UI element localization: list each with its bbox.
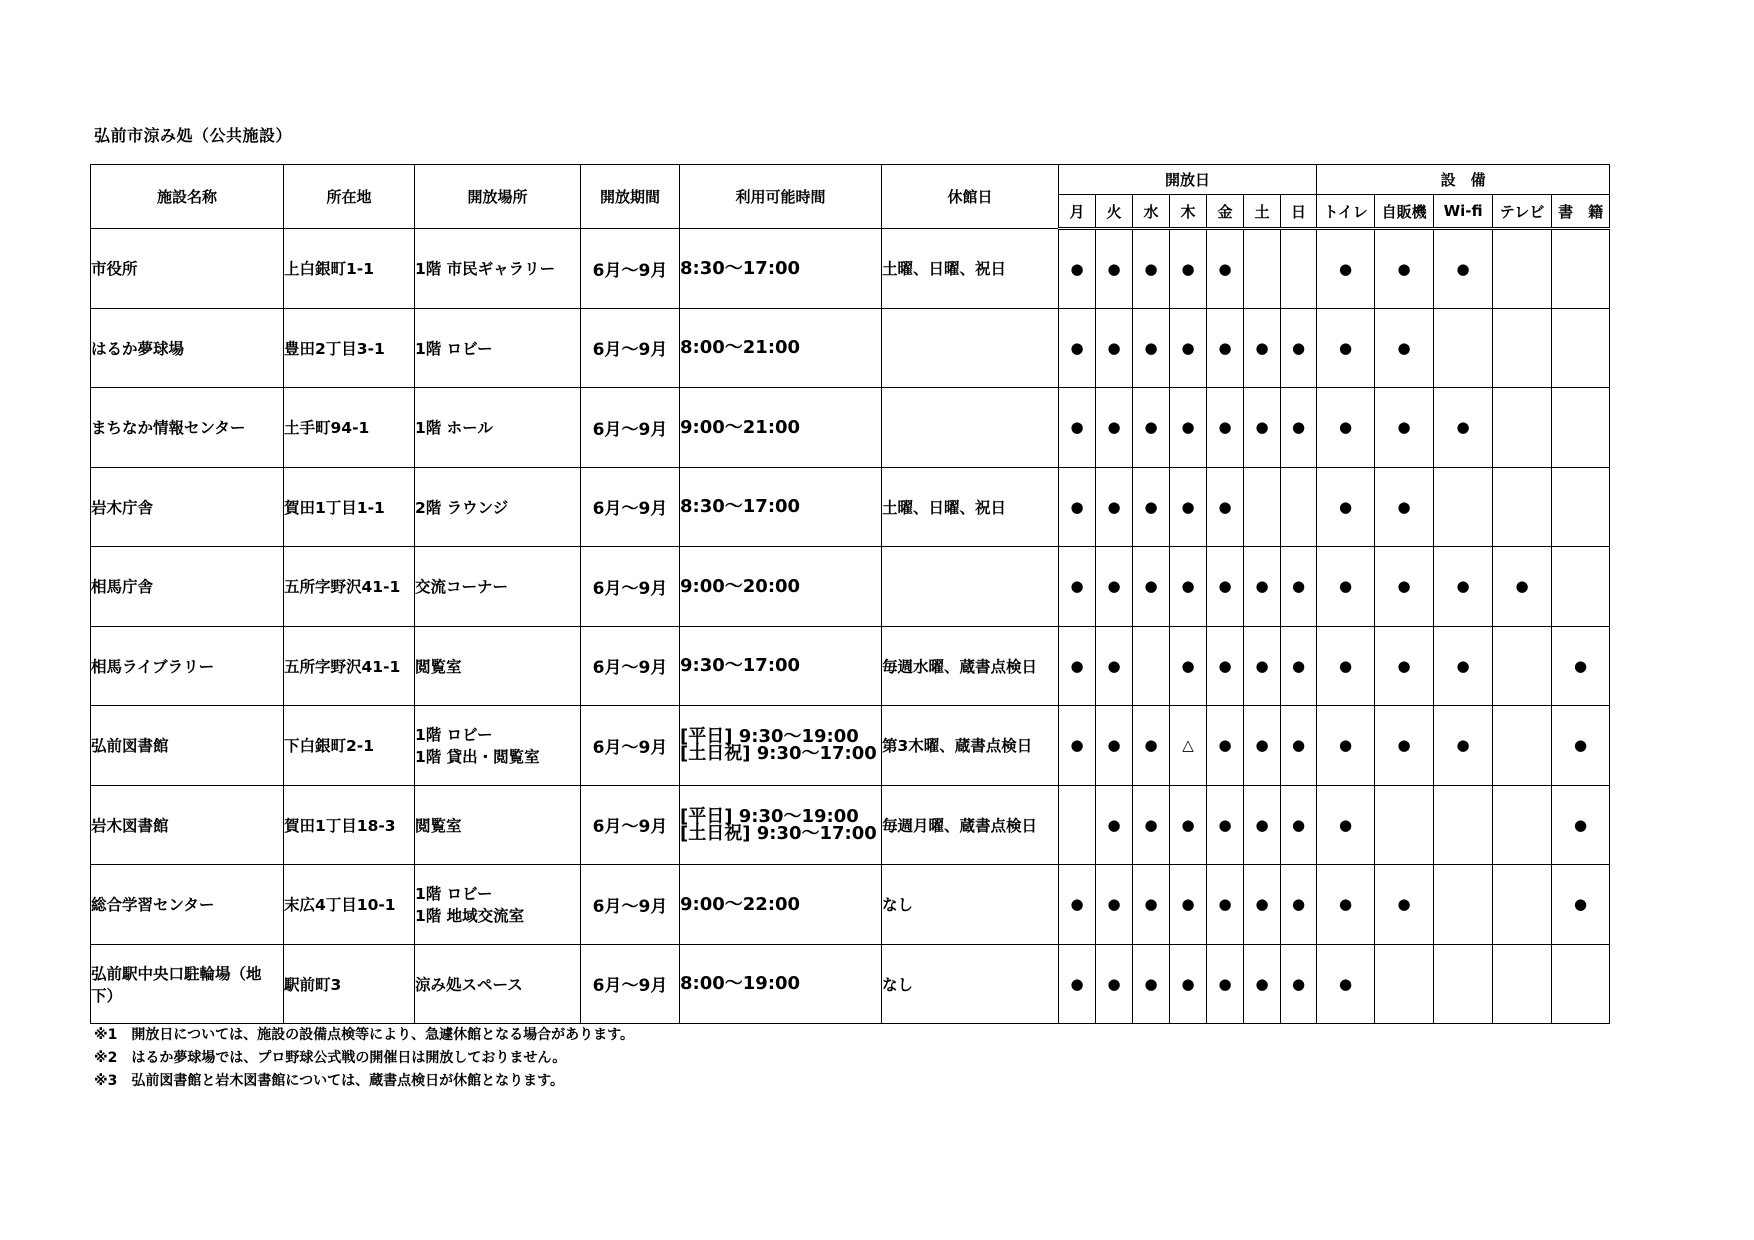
open-period: 6月～9月 [581, 467, 680, 547]
day-mark: ● [1096, 229, 1133, 309]
facility-mark [1434, 467, 1493, 547]
facility-name: まちなか情報センター [91, 388, 284, 468]
day-mark: ● [1207, 626, 1244, 706]
facility-mark [1434, 944, 1493, 1024]
day-mark: ● [1244, 626, 1281, 706]
table-row [91, 388, 1610, 468]
day-mark [1281, 229, 1317, 309]
facility-mark: ● [1317, 626, 1375, 706]
facility-mark: ● [1493, 547, 1552, 627]
day-mark: ● [1281, 944, 1317, 1024]
day-mark: ● [1059, 467, 1096, 547]
day-mark: ● [1133, 229, 1170, 309]
day-mark: ● [1170, 785, 1207, 865]
header-period: 開放期間 [581, 165, 680, 229]
day-mark: ● [1170, 388, 1207, 468]
open-place-line: 2階 ラウンジ [415, 498, 509, 517]
day-mark: ● [1096, 547, 1133, 627]
day-mark: ● [1096, 626, 1133, 706]
facility-name: はるか夢球場 [91, 308, 284, 388]
footnotes [94, 1024, 634, 1093]
day-mark: ● [1059, 706, 1096, 786]
header-facility: 書 籍 [1552, 195, 1610, 229]
header-facilities: 設 備 [1317, 165, 1610, 195]
open-place [415, 626, 581, 706]
facility-mark: ● [1552, 865, 1610, 945]
available-hours [680, 626, 882, 706]
day-mark: ● [1207, 944, 1244, 1024]
open-period: 6月～9月 [581, 547, 680, 627]
open-period: 6月～9月 [581, 944, 680, 1024]
facility-mark: ● [1375, 229, 1434, 309]
facility-address: 賀田1丁目18-3 [284, 785, 415, 865]
header-day: 日 [1281, 195, 1317, 229]
facility-name: 相馬庁舎 [91, 547, 284, 627]
header-day: 金 [1207, 195, 1244, 229]
available-hours [680, 706, 882, 786]
open-place [415, 706, 581, 786]
facility-name: 相馬ライブラリー [91, 626, 284, 706]
facility-mark: ● [1317, 944, 1375, 1024]
facility-mark [1493, 388, 1552, 468]
day-mark: ● [1133, 706, 1170, 786]
open-place-line: 1階 ロビー [415, 339, 493, 358]
facility-name: 市役所 [91, 229, 284, 309]
day-mark: ● [1244, 785, 1281, 865]
open-place [415, 547, 581, 627]
facility-mark: ● [1317, 547, 1375, 627]
facility-mark [1493, 706, 1552, 786]
day-mark: ● [1207, 467, 1244, 547]
facility-address: 下白銀町2-1 [284, 706, 415, 786]
table-row [91, 865, 1610, 945]
day-mark: ● [1281, 706, 1317, 786]
facility-mark [1434, 308, 1493, 388]
day-mark: ● [1281, 547, 1317, 627]
facility-mark: ● [1375, 865, 1434, 945]
closed-days: なし [882, 944, 1059, 1024]
open-place-line: 1階 ロビー [415, 726, 493, 745]
day-mark: ● [1207, 308, 1244, 388]
facility-mark: ● [1434, 547, 1493, 627]
open-place-line: 1階 ホール [415, 419, 493, 438]
facility-mark: ● [1434, 388, 1493, 468]
facility-mark [1493, 785, 1552, 865]
available-hours-line: [土日祝] 9:30～17:00 [680, 743, 877, 765]
header-facility: 自販機 [1375, 195, 1434, 229]
day-mark: ● [1059, 944, 1096, 1024]
table-row [91, 308, 1610, 388]
day-mark: ● [1281, 626, 1317, 706]
day-mark: ● [1059, 229, 1096, 309]
day-mark: ● [1207, 229, 1244, 309]
header-open-days: 開放日 [1059, 165, 1317, 195]
facility-table [90, 164, 1610, 1024]
table-row [91, 467, 1610, 547]
open-place-line: 涼み処スペース [415, 975, 523, 994]
day-mark: ● [1059, 388, 1096, 468]
closed-days [882, 308, 1059, 388]
available-hours [680, 388, 882, 468]
facility-mark [1552, 547, 1610, 627]
facility-mark: ● [1375, 547, 1434, 627]
available-hours-line: [土日祝] 9:30～17:00 [680, 822, 877, 844]
open-period: 6月～9月 [581, 626, 680, 706]
day-mark: ● [1244, 944, 1281, 1024]
day-mark: ● [1281, 865, 1317, 945]
day-mark: ● [1244, 308, 1281, 388]
facility-mark: ● [1317, 308, 1375, 388]
day-mark: ● [1207, 865, 1244, 945]
day-mark: ● [1244, 865, 1281, 945]
available-hours [680, 467, 882, 547]
footnote-2: ※2 はるか夢球場では、プロ野球公式戦の開催日は開放しておりません。 [94, 1050, 567, 1066]
table-row [91, 706, 1610, 786]
facility-mark [1493, 944, 1552, 1024]
day-mark: ● [1133, 467, 1170, 547]
day-mark: ● [1059, 626, 1096, 706]
available-hours-line: 8:30～17:00 [680, 496, 801, 518]
header-day: 火 [1096, 195, 1133, 229]
facility-mark: ● [1552, 626, 1610, 706]
day-mark: ● [1133, 388, 1170, 468]
facility-mark [1434, 785, 1493, 865]
open-place [415, 785, 581, 865]
table-row [91, 785, 1610, 865]
open-period: 6月～9月 [581, 388, 680, 468]
open-place-line: 閲覧室 [415, 657, 462, 676]
open-period: 6月～9月 [581, 785, 680, 865]
open-place-line: 1階 地域交流室 [415, 907, 525, 926]
open-period: 6月～9月 [581, 229, 680, 309]
table-row [91, 944, 1610, 1024]
facility-mark: ● [1317, 785, 1375, 865]
facility-address: 土手町94-1 [284, 388, 415, 468]
available-hours-line: 9:00～20:00 [680, 575, 801, 597]
day-mark: ● [1281, 388, 1317, 468]
day-mark: ● [1207, 706, 1244, 786]
available-hours-line: [平日] 9:30～19:00 [680, 726, 859, 748]
day-mark [1244, 229, 1281, 309]
facility-mark [1552, 388, 1610, 468]
day-mark: ● [1281, 308, 1317, 388]
day-mark: ● [1133, 944, 1170, 1024]
header-facility: Wi-fi [1434, 195, 1493, 229]
day-mark: ● [1170, 308, 1207, 388]
facility-address: 上白銀町1-1 [284, 229, 415, 309]
closed-days: 土曜、日曜、祝日 [882, 467, 1059, 547]
closed-days [882, 547, 1059, 627]
table-row [91, 547, 1610, 627]
facility-mark [1375, 785, 1434, 865]
open-place-line: 1階 貸出・閲覧室 [415, 748, 540, 767]
facility-mark: ● [1375, 308, 1434, 388]
header-name: 施設名称 [91, 165, 284, 229]
footnote-1: ※1 開放日については、施設の設備点検等により、急遽休館となる場合があります。 [94, 1027, 634, 1043]
facility-name: 岩木庁舎 [91, 467, 284, 547]
facility-mark: ● [1317, 865, 1375, 945]
day-mark [1244, 467, 1281, 547]
day-mark: ● [1096, 308, 1133, 388]
day-mark: ● [1170, 944, 1207, 1024]
facility-mark: ● [1375, 626, 1434, 706]
facility-name: 弘前駅中央口駐輪場（地下） [91, 944, 284, 1024]
closed-days [882, 388, 1059, 468]
day-mark: ● [1096, 467, 1133, 547]
day-mark: ● [1207, 785, 1244, 865]
open-period: 6月～9月 [581, 865, 680, 945]
available-hours-line: 8:00～21:00 [680, 337, 801, 359]
open-place [415, 944, 581, 1024]
header-facility: トイレ [1317, 195, 1375, 229]
header-hours: 利用可能時間 [680, 165, 882, 229]
day-mark: ● [1170, 229, 1207, 309]
facility-address: 五所字野沢41-1 [284, 626, 415, 706]
available-hours [680, 865, 882, 945]
day-mark: ● [1170, 865, 1207, 945]
day-mark: ● [1207, 388, 1244, 468]
day-mark: ● [1133, 865, 1170, 945]
facility-mark: ● [1434, 626, 1493, 706]
facility-mark [1493, 467, 1552, 547]
facility-mark: ● [1434, 706, 1493, 786]
day-mark: ● [1244, 547, 1281, 627]
open-place-line: 交流コーナー [415, 578, 509, 597]
day-mark: ● [1096, 785, 1133, 865]
day-mark: ● [1059, 547, 1096, 627]
facility-mark: ● [1552, 785, 1610, 865]
available-hours-line: 8:30～17:00 [680, 257, 801, 279]
day-mark: ● [1059, 308, 1096, 388]
day-mark: ● [1096, 388, 1133, 468]
available-hours [680, 308, 882, 388]
available-hours-line: 9:00～21:00 [680, 416, 801, 438]
closed-days: 毎週水曜、蔵書点検日 [882, 626, 1059, 706]
available-hours-line: 9:00～22:00 [680, 893, 801, 915]
header-place: 開放場所 [415, 165, 581, 229]
closed-days: 毎週月曜、蔵書点検日 [882, 785, 1059, 865]
footnote-3: ※3 弘前図書館と岩木図書館については、蔵書点検日が休館となります。 [94, 1073, 564, 1089]
day-mark: ● [1281, 785, 1317, 865]
open-place-line: 閲覧室 [415, 816, 462, 835]
header-day: 土 [1244, 195, 1281, 229]
facility-address: 豊田2丁目3-1 [284, 308, 415, 388]
facility-mark: ● [1375, 706, 1434, 786]
header-address: 所在地 [284, 165, 415, 229]
open-place [415, 308, 581, 388]
facility-mark: ● [1375, 467, 1434, 547]
table-row [91, 626, 1610, 706]
facility-mark: ● [1375, 388, 1434, 468]
facility-mark [1493, 308, 1552, 388]
facility-mark [1493, 229, 1552, 309]
day-mark: ● [1133, 308, 1170, 388]
header-day: 月 [1059, 195, 1096, 229]
facility-mark: ● [1317, 706, 1375, 786]
open-place-line: 1階 ロビー [415, 885, 493, 904]
day-mark [1133, 626, 1170, 706]
facility-address: 賀田1丁目1-1 [284, 467, 415, 547]
day-mark: ● [1096, 865, 1133, 945]
available-hours [680, 944, 882, 1024]
facility-mark: ● [1434, 229, 1493, 309]
facility-mark [1552, 229, 1610, 309]
header-facility: テレビ [1493, 195, 1552, 229]
day-mark: ● [1170, 467, 1207, 547]
header-day: 木 [1170, 195, 1207, 229]
page-title: 弘前市涼み処（公共施設） [94, 126, 293, 145]
open-period: 6月～9月 [581, 706, 680, 786]
table-row [91, 229, 1610, 309]
facility-name: 岩木図書館 [91, 785, 284, 865]
day-mark [1281, 467, 1317, 547]
facility-mark [1552, 944, 1610, 1024]
facility-address: 五所字野沢41-1 [284, 547, 415, 627]
facility-mark [1552, 308, 1610, 388]
facility-mark: ● [1317, 467, 1375, 547]
day-mark: ● [1244, 706, 1281, 786]
day-mark: ● [1059, 865, 1096, 945]
closed-days: 土曜、日曜、祝日 [882, 229, 1059, 309]
facility-name: 総合学習センター [91, 865, 284, 945]
open-place [415, 388, 581, 468]
header-day: 水 [1133, 195, 1170, 229]
available-hours-line: [平日] 9:30～19:00 [680, 805, 859, 827]
available-hours-line: 9:30～17:00 [680, 655, 801, 677]
facility-mark [1493, 626, 1552, 706]
closed-days: 第3木曜、蔵書点検日 [882, 706, 1059, 786]
facility-address: 末広4丁目10-1 [284, 865, 415, 945]
facility-address: 駅前町3 [284, 944, 415, 1024]
day-mark: ● [1170, 547, 1207, 627]
open-place [415, 229, 581, 309]
day-mark: ● [1096, 706, 1133, 786]
facility-mark: ● [1552, 706, 1610, 786]
open-period: 6月～9月 [581, 308, 680, 388]
available-hours [680, 547, 882, 627]
open-place [415, 467, 581, 547]
day-mark: ● [1170, 626, 1207, 706]
day-mark: ● [1096, 944, 1133, 1024]
day-mark: △ [1170, 706, 1207, 786]
facility-mark: ● [1317, 229, 1375, 309]
facility-mark [1434, 865, 1493, 945]
facility-mark [1493, 865, 1552, 945]
available-hours [680, 229, 882, 309]
facility-mark: ● [1317, 388, 1375, 468]
facility-name: 弘前図書館 [91, 706, 284, 786]
day-mark: ● [1133, 785, 1170, 865]
closed-days: なし [882, 865, 1059, 945]
day-mark [1059, 785, 1096, 865]
header-closed: 休館日 [882, 165, 1059, 229]
facility-mark [1552, 467, 1610, 547]
day-mark: ● [1207, 547, 1244, 627]
available-hours-line: 8:00～19:00 [680, 973, 801, 995]
facility-mark [1375, 944, 1434, 1024]
day-mark: ● [1133, 547, 1170, 627]
open-place [415, 865, 581, 945]
open-place-line: 1階 市民ギャラリー [415, 260, 556, 279]
available-hours [680, 785, 882, 865]
day-mark: ● [1244, 388, 1281, 468]
